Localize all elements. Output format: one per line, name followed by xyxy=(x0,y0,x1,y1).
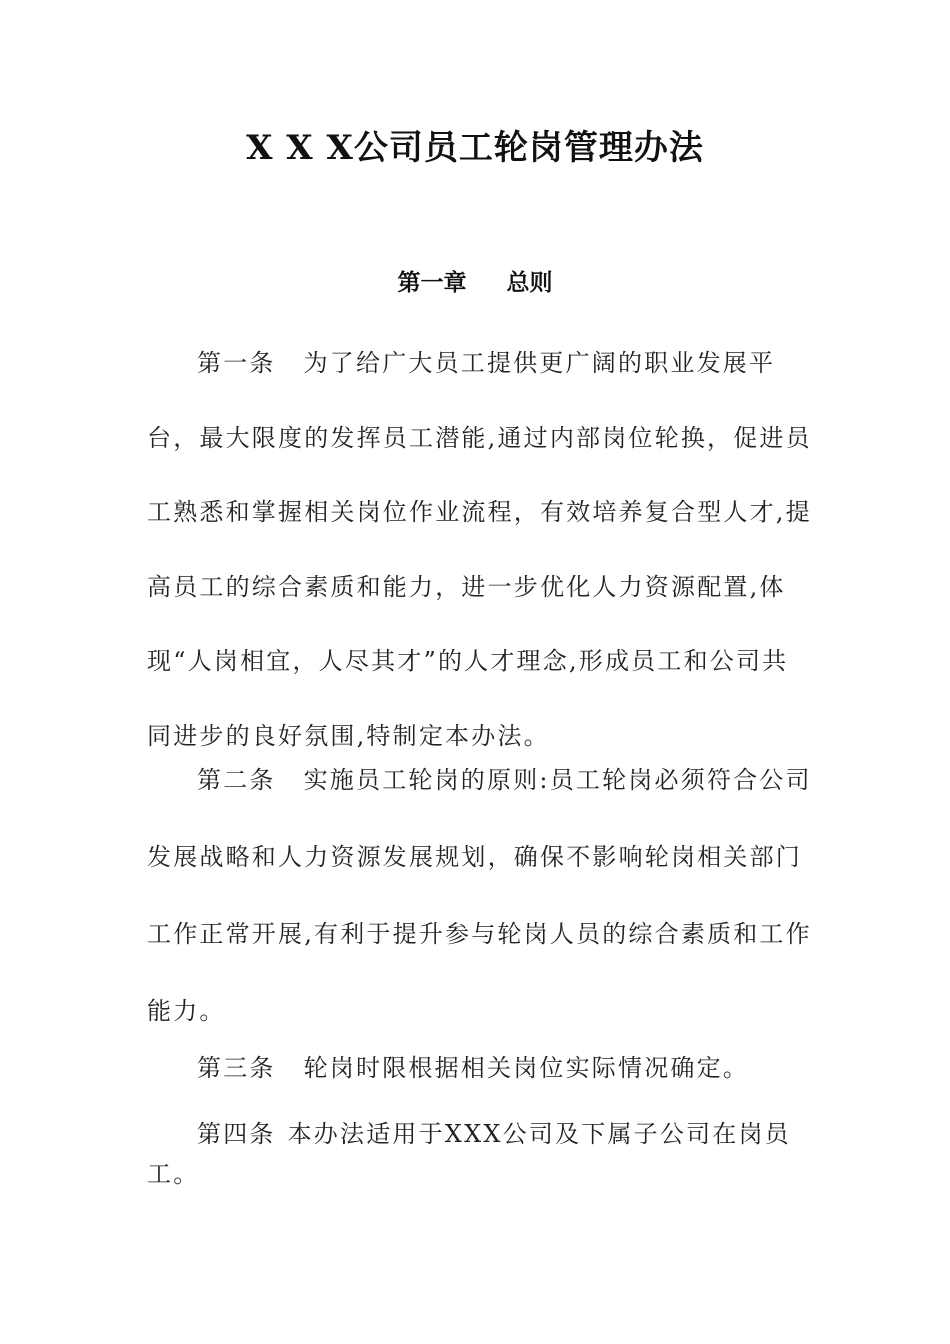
article-3-text: 轮岗时限根据相关岗位实际情况确定。 xyxy=(303,1054,750,1082)
article-2-label: 第二条 xyxy=(197,766,276,794)
article-1 xyxy=(147,326,812,773)
article-1-label: 第一条 xyxy=(197,349,276,377)
article-4 xyxy=(147,1114,812,1194)
article-3-label: 第三条 xyxy=(197,1054,276,1082)
chapter-heading xyxy=(0,266,950,300)
article-3 xyxy=(147,1048,812,1088)
article-1-text: 为了给广大员工提供更广阔的职业发展平台，最大限度的发挥员工潜能,通过内部岗位轮换，促进员工熟悉和掌握相关岗位作业流程，有效培养复合型人才,提高员工的综合素质和能力，进一步优化人力资源配置,体现“人岗相宜，人尽其才”的人才理念,形成员工和公司共同进步的良好氛围,特制定本办法。 xyxy=(147,349,812,750)
article-2-text: 实施员工轮岗的原则:员工轮岗必须符合公司发展战略和人力资源发展规划，确保不影响轮岗相关部门工作正常开展,有利于提升参与轮岗人员的综合素质和工作能力。 xyxy=(147,766,812,1025)
chapter-number: 第一章 xyxy=(397,270,467,296)
document-title: X X X公司员工轮岗管理办法 xyxy=(246,128,704,168)
article-4-label: 第四条 xyxy=(197,1120,276,1148)
article-2 xyxy=(147,742,812,1050)
chapter-name: 总则 xyxy=(506,270,553,296)
article-4-text: 本办法适用于XXX公司及下属子公司在岗员工。 xyxy=(147,1120,791,1188)
